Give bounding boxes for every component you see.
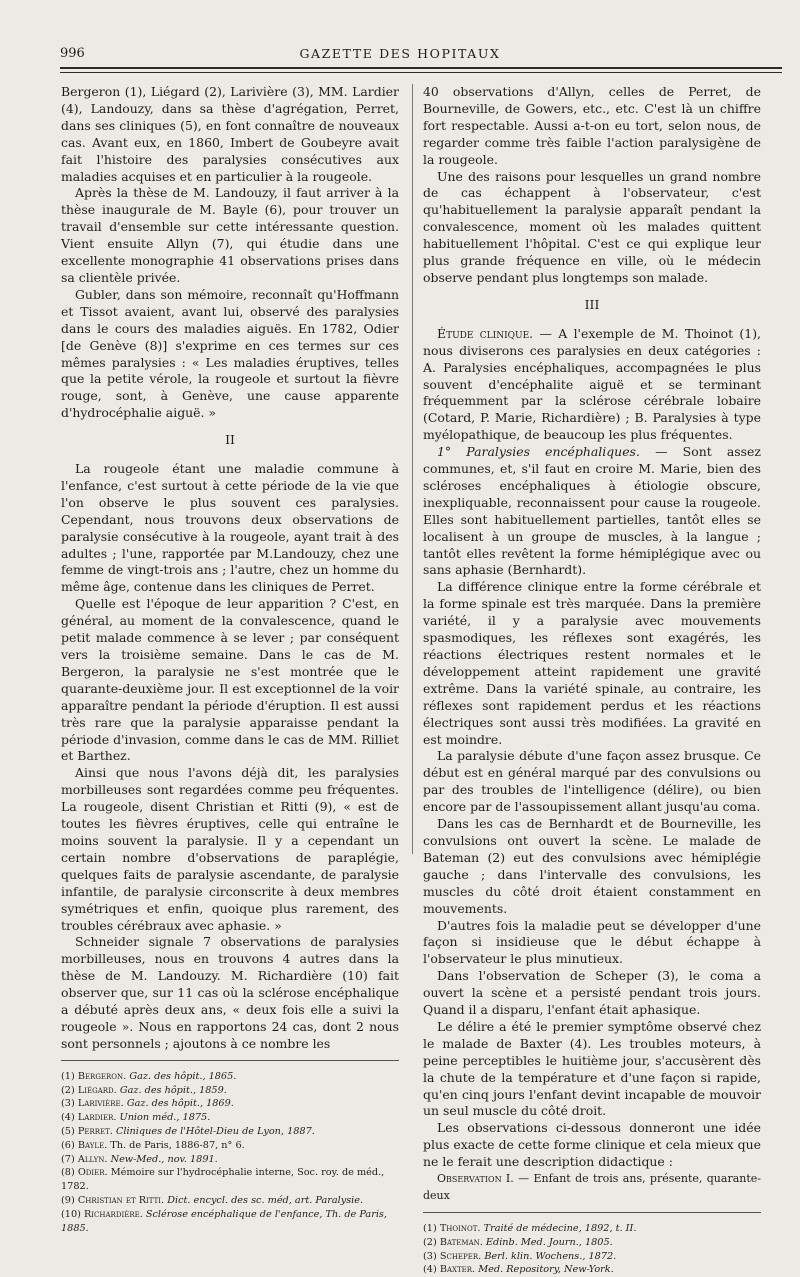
- footnotes: [61, 1070, 399, 1236]
- paragraph: Le délire a été le premier symptôme observé chez le malade de Baxter (4). Les troubles moteurs, à peine perceptibles le huitième jour, s'accusèrent dès la chute de la température et d'une façon si rapide, qu'en cinq jours l'enfant devint incapable de mouvoir un seul muscle du côté droit.: [423, 1018, 761, 1119]
- footnote: (1) Thoinot. Traité de médecine, 1892, t. II.: [423, 1222, 637, 1234]
- right-column: [423, 84, 761, 1277]
- footnote: (7) Allyn. New-Med., nov. 1891.: [61, 1153, 218, 1165]
- footnote: (10) Richardière. Sclérose encéphalique de l'enfance, Th. de Paris, 1885.: [61, 1208, 387, 1234]
- paragraph: Bergeron (1), Liégard (2), Larivière (3), MM. Lardier (4), Landouzy, dans sa thèse d'agrégation, Perret, dans ses cliniques (5), en font connaître de nouveaux cas. Avant eux, en 1860, Imbert de Goubeyre avait fait l'histoire des paralysies consécutives aux maladies acquises et en particulier à la rougeole.: [61, 84, 399, 184]
- footnote: (9) Christian et Ritti. Dict. encycl. des sc. méd, art. Paralysie.: [61, 1194, 364, 1206]
- paragraph: Gubler, dans son mémoire, reconnaît qu'Hoffmann et Tissot avaient, avant lui, observé des paralysies dans le cours des maladies aiguës. En 1782, Odier [de Genève (8)] s'exprime en ces termes sur ces mêmes paralysies : « Les maladies éruptives, telles que la petite vérole, la rougeole et surtout la fièvre rouge, sont, à Genève, une cause apparente d'hydrocéphalie aiguë. »: [61, 286, 399, 421]
- paragraph: Après la thèse de M. Landouzy, il faut arriver à la thèse inaugurale de M. Bayle (6), pour trouver un travail d'ensemble sur cette intéressante question. Vient ensuite Allyn (7), qui étudie dans une excellente monographie 41 observations prises dans sa clientèle privée.: [61, 185, 399, 285]
- footnote: (3) Larivière. Gaz. des hôpit., 1869.: [61, 1098, 234, 1110]
- paragraph: Quelle est l'époque de leur apparition ? C'est, en général, au moment de la convalescence, quand le petit malade commence à se lever ; par conséquent vers la troisième semaine. Dans le cas de M. Bergeron, la paralysie ne s'est montrée que le quarante-deuxième jour. Il est exceptionnel de la voir apparaître pendant la période d'éruption. Il est aussi très rare que la paralysie apparaisse pendant la période d'invasion, comme dans le cas de MM. Rilliet et Barthez.: [61, 596, 399, 764]
- footnote: (2) Liégard. Gaz. des hôpit., 1859.: [61, 1084, 227, 1096]
- footnotes: [423, 1222, 761, 1277]
- paragraph: Dans les cas de Bernhardt et de Bourneville, les convulsions ont ouvert la scène. Le malade de Bateman (2) eut des convulsions avec hémiplégie gauche ; dans l'intervalle des convulsions, les muscles du côté droit étaient constamment en mouvements.: [423, 816, 761, 916]
- paragraph: La rougeole étant une maladie commune à l'enfance, c'est surtout à cette période de la vie que l'on observe le plus souvent ces paralysies. Cependant, nous trouvons deux observations de paralysie consécutive à la rougeole, ayant trait à des adultes ; l'une, rapportée par M.Landouzy, chez une femme de vingt-trois ans ; l'autre, chez un homme du même âge, contenue dans les cliniques de Perret.: [61, 461, 399, 595]
- running-head: GAZETTE DES HOPITAUX: [299, 46, 501, 61]
- footnote: (5) Perret. Cliniques de l'Hôtel-Dieu de Lyon, 1887.: [61, 1125, 315, 1137]
- page-number: 996: [60, 46, 85, 61]
- observation-label: Observation I.: [437, 1172, 514, 1186]
- footnote: (4) Baxter. Med. Repository, New-York.: [423, 1264, 614, 1276]
- section-heading: II: [225, 432, 235, 448]
- paragraph: La différence clinique entre la forme cérébrale et la forme spinale est très marquée. Dans la première variété, il y a paralysie avec mouvements spasmodiques, les réflexes sont exagérés, les réactions électriques restent normales et le développement atteint rapidement une gravité extrême. Dans la variété spinale, au contraire, les réflexes sont rapidement perdus et les réactions électriques sont aussi très modifiées. La gravité en est moindre.: [423, 579, 761, 747]
- paragraph: Ainsi que nous l'avons déjà dit, les paralysies morbilleuses sont regardées comme peu fréquentes. La rougeole, disent Christian et Ritti (9), « est de toutes les fièvres éruptives, celle qui entraîne le moins souvent la paralysie. Il y a cependant un certain nombre d'observations de paraplégie, quelques faits de paralysie ascendante, de paralysie infantile, de paralysie circonscrite à deux membres symétriques et enfin, quoique plus rarement, des troubles cérébraux avec aphasie. »: [61, 765, 399, 933]
- footnote: (6) Bayle. Th. de Paris, 1886-87, n° 6.: [61, 1139, 245, 1151]
- paragraph: Dans l'observation de Scheper (3), le coma a ouvert la scène et a persisté pendant trois jours. Quand il a disparu, l'enfant était aphasique.: [423, 968, 761, 1018]
- paragraph: Une des raisons pour lesquelles un grand nombre de cas échappent à l'observateur, c'est qu'habituellement la paralysie apparaît pendant la convalescence, moment où les malades quittent habituellement l'hôpital. C'est ce qui explique leur plus grande fréquence en ville, où le médecin observe pendant plus longtemps son malade.: [423, 168, 761, 285]
- footnote: (3) Scheper. Berl. klin. Wochens., 1872.: [423, 1250, 617, 1262]
- footnote-rule: [423, 1212, 761, 1213]
- header-rule: [60, 67, 782, 69]
- header-rule-thin: [60, 72, 782, 73]
- footnote: (4) Lardier. Union méd., 1875.: [61, 1112, 211, 1124]
- paragraph: Étude clinique. — A l'exemple de M. Thoinot (1), nous diviserons ces paralysies en deux catégories : A. Paralysies encéphaliques, accompagnées le plus souvent d'encéphalite aiguë et se terminant fréquemment par la sclérose cérébrale lobaire (Cotard, P. Marie, Richardière) ; B. Paralysies à type myélopathique, de beaucoup les plus fréquentes.: [423, 325, 762, 443]
- paragraph: Les observations ci-dessous donneront une idée plus exacte de cette forme clinique et cela mieux que ne le ferait une description didactique :: [423, 1120, 761, 1170]
- left-column: [61, 84, 399, 1235]
- paragraph: D'autres fois la maladie peut se développer d'une façon si insidieuse que le début échappe à l'observateur le plus minutieux.: [423, 917, 761, 967]
- footnote: (2) Bateman. Edinb. Med. Journ., 1805.: [423, 1236, 613, 1248]
- paragraph: La paralysie débute d'une façon assez brusque. Ce début est en général marqué par des convulsions ou par des troubles de l'intelligence (délire), ou bien encore par de l'assoupissement allant jusqu'au coma.: [423, 748, 761, 815]
- paragraph: Observation I. — Enfant de trois ans, présente, quarante-deux: [423, 1172, 761, 1202]
- footnote: (8) Odier. Mémoire sur l'hydrocéphalie interne, Soc. roy. de méd., 1782.: [61, 1167, 385, 1193]
- column-divider: [412, 84, 413, 854]
- paragraph: Schneider signale 7 observations de paralysies morbilleuses, nous en trouvons 4 autres dans la thèse de M. Landouzy. M. Richardière (10) fait observer que, sur 11 cas où la sclérose encéphalique a débuté après deux ans, « deux fois elle a suivi la rougeole ». Nous en rapportons 24 cas, dont 2 nous sont personnels ; ajoutons à ce nombre les: [61, 934, 399, 1051]
- subsection-label: 1° Paralysies encéphaliques.: [437, 444, 640, 460]
- etude-clinique-label: Étude clinique.: [437, 325, 534, 341]
- section-heading: III: [584, 296, 600, 312]
- paragraph: 1° Paralysies encéphaliques. — Sont assez communes, et, s'il faut en croire M. Marie, bien des scléroses encéphaliques à étiologie obscure, inexpliquable, reconnaissent pour cause la rougeole. Elles sont habituellement partielles, tantôt elles se localisent à un groupe de muscles, à la langue ; tantôt elles revêtent la forme hémiplégique avec ou sans aphasie (Bernhardt).: [423, 444, 761, 578]
- footnote-rule: [61, 1060, 399, 1061]
- paragraph: 40 observations d'Allyn, celles de Perret, de Bourneville, de Gowers, etc., etc. C'est là un chiffre fort respectable. Aussi a-t-on eu tort, selon nous, de regarder comme très faible l'action paralysigène de la rougeole.: [423, 84, 761, 167]
- footnote: (1) Bergeron. Gaz. des hôpit., 1865.: [61, 1070, 237, 1082]
